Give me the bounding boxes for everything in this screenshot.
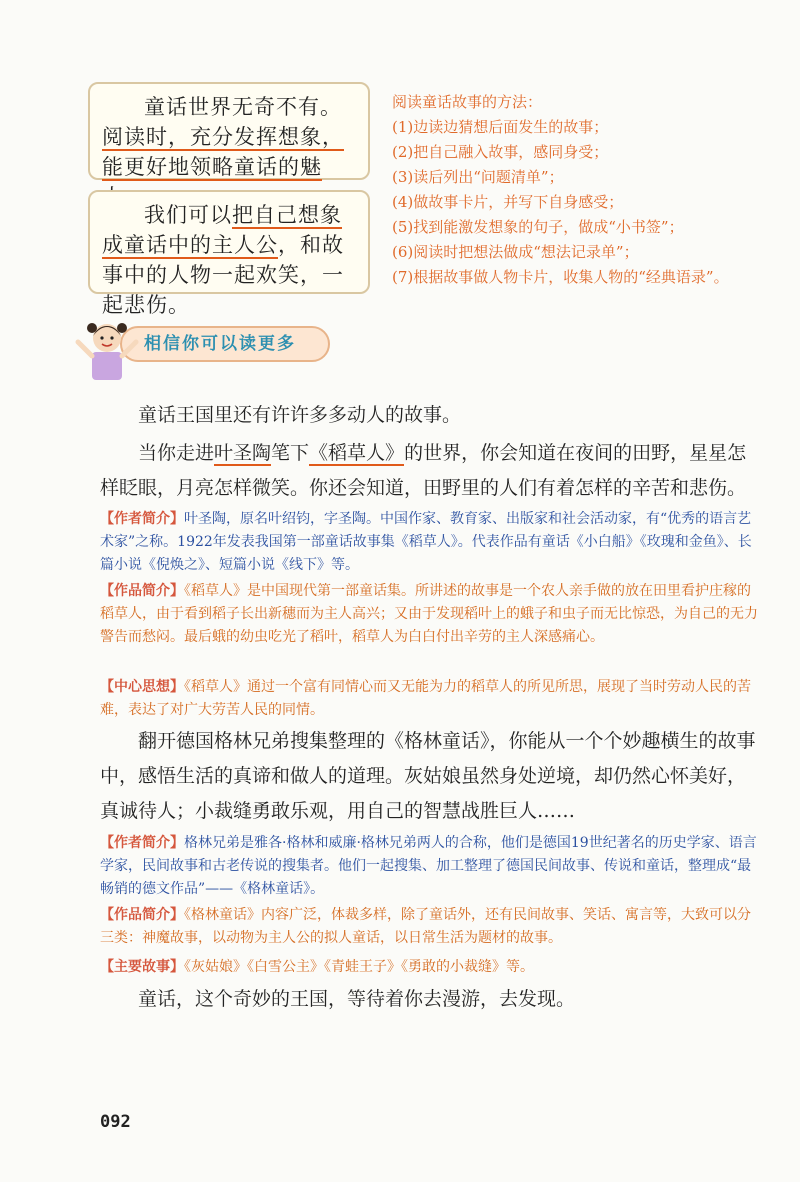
reading-methods-title: 阅读童话故事的方法： bbox=[392, 93, 543, 111]
intro-paragraph: 童话王国里还有许许多多动人的故事。 bbox=[138, 404, 462, 426]
underlined-text: 把自己想象成童话中的主人公 bbox=[102, 203, 342, 257]
tip-box-role-play bbox=[88, 190, 370, 317]
list-item: (5)找到能激发想象的句子，做成“小书签”； bbox=[392, 218, 684, 236]
note-tag: 【作品简介】 bbox=[100, 907, 184, 923]
underlined-text: 阅读时，充分发挥想象，能更好地领略童话的魅 bbox=[102, 125, 344, 211]
note-tag: 【作品简介】 bbox=[100, 583, 184, 599]
reading-methods-list bbox=[392, 90, 772, 290]
grimm-paragraph: 翻开德国格林兄弟搜集整理的《格林童话》，你能从一个个妙趣横生的故事中，感悟生活的真谛和做人的道理。灰姑娘虽然身处逆境，却仍然心怀美好，真诚待人；小裁缝勇敢乐观，用自己的智慧战胜巨人…… bbox=[100, 730, 756, 822]
author-name: 叶圣陶 bbox=[214, 442, 272, 464]
theme-note: 【中心思想】《稻草人》通过一个富有同情心而又无能为力的稻草人的所见所思，展现了当时劳动人民的苦难，表达了对广大劳苦人民的同情。 bbox=[100, 679, 751, 718]
list-item: (4)做故事卡片，并写下自身感受； bbox=[392, 193, 624, 211]
tip-box-text: 童话世界无奇不有。阅读时，充分发挥想象，能更好地领略童话的魅 bbox=[102, 92, 356, 212]
girl-illustration bbox=[72, 312, 142, 382]
note-tag: 【中心思想】 bbox=[100, 679, 184, 695]
tip-box-text: 我们可以把自己想象成童话中的主人公，和故事中的人物一起欢笑，一起悲伤。 bbox=[102, 203, 344, 317]
author-note: 【作者简介】格林兄弟是雅各·格林和威廉·格林兄弟两人的合称，他们是德国19世纪著名的历史学家、语言学家，民间故事和古老传说的搜集者。他们一起搜集、加工整理了德国民间故事、传说和童话，整理成“最畅销的德文作品”——《格林童话》。 bbox=[100, 835, 757, 897]
list-item: (7)根据故事做人物卡片，收集人物的“经典语录”。 bbox=[392, 268, 729, 286]
book-title: 《稻草人》 bbox=[309, 442, 405, 464]
stories-note: 【主要故事】《灰姑娘》《白雪公主》《青蛙王子》《勇敢的小裁缝》等。 bbox=[100, 959, 534, 975]
list-item: (6)阅读时把想法做成“想法记录单”； bbox=[392, 243, 639, 261]
tip-box-imagination bbox=[88, 82, 370, 180]
section-banner bbox=[120, 326, 330, 362]
note-tag: 【作者简介】 bbox=[100, 835, 184, 851]
list-item: (3)读后列出“问题清单”； bbox=[392, 168, 564, 186]
page-number: 092 bbox=[100, 1112, 131, 1132]
scarecrow-paragraph: 当你走进叶圣陶笔下《稻草人》的世界，你会知道在夜间的田野，星星怎样眨眼，月亮怎样微笑。你还会知道，田野里的人们有着怎样的辛苦和悲伤。 bbox=[100, 442, 747, 499]
author-note: 【作者简介】叶圣陶，原名叶绍钧，字圣陶。中国作家、教育家、出版家和社会活动家，有“优秀的语言艺术家”之称。1922年发表我国第一部童话故事集《稻草人》。代表作品有童话《小白船》《玫瑰和金鱼》、长篇小说《倪焕之》、短篇小说《线下》等。 bbox=[100, 511, 752, 573]
note-tag: 【作者简介】 bbox=[100, 511, 184, 527]
list-item: (1)边读边猜想后面发生的故事； bbox=[392, 118, 609, 136]
closing-paragraph: 童话，这个奇妙的王国，等待着你去漫游，去发现。 bbox=[138, 988, 576, 1010]
note-tag: 【主要故事】 bbox=[100, 959, 184, 975]
section-title: 相信你可以读更多 bbox=[144, 334, 296, 354]
list-item: (2)把自己融入故事，感同身受； bbox=[392, 143, 609, 161]
work-note: 【作品简介】《格林童话》内容广泛，体裁多样，除了童话外，还有民间故事、笑话、寓言等，大致可以分三类：神魔故事，以动物为主人公的拟人童话，以日常生活为题材的故事。 bbox=[100, 907, 751, 946]
work-note: 【作品简介】《稻草人》是中国现代第一部童话集。所讲述的故事是一个农人亲手做的放在田里看护庄稼的稻草人，由于看到稻子长出新穗而为主人高兴；又由于发现稻叶上的蛾子和虫子而无比惊恐，为自己的无力警告而愁闷。最后蛾的幼虫吃光了稻叶，稻草人为白白付出辛劳的主人深感痛心。 bbox=[100, 583, 758, 645]
